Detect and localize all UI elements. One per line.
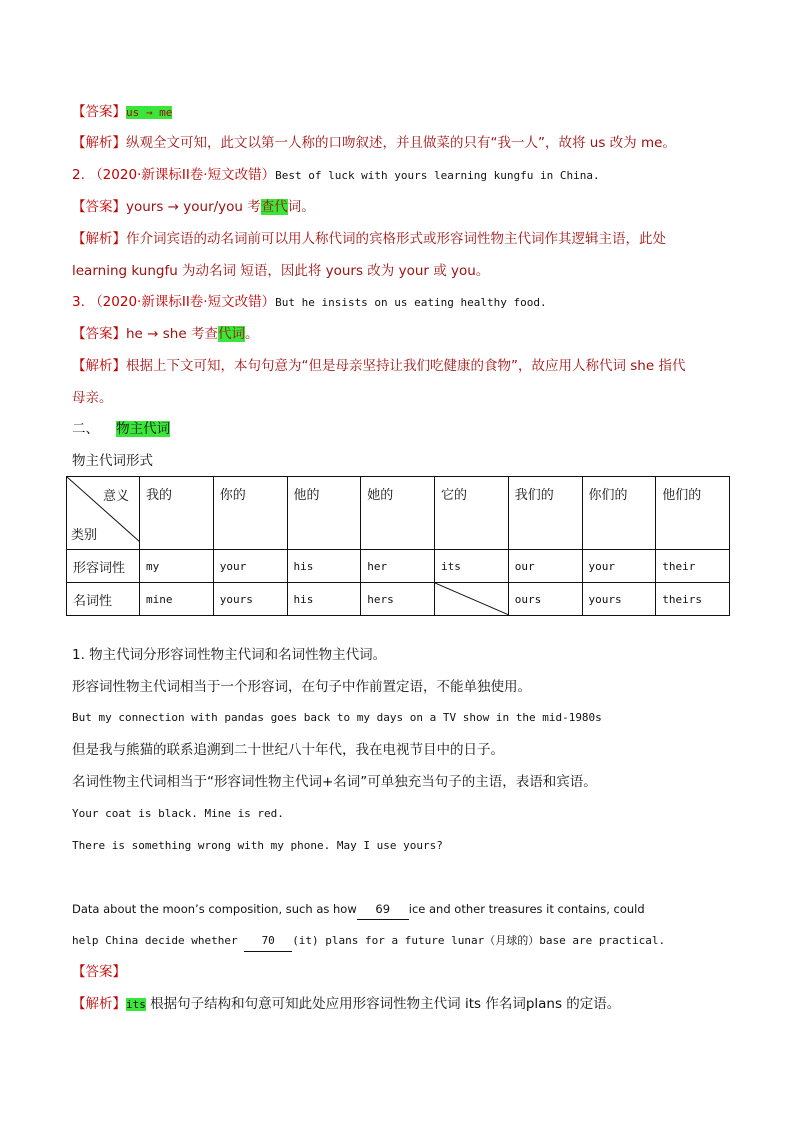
answer-label: 【答案】 xyxy=(72,326,126,342)
analysis-highlight: its xyxy=(126,998,146,1011)
question-sentence: Best of luck with yours learning kungfu in China. xyxy=(275,169,600,182)
exercise-analysis-line xyxy=(72,994,620,1015)
table-cell: yours xyxy=(213,583,287,616)
table-corner-cell xyxy=(67,477,140,550)
table-row xyxy=(67,583,730,616)
table-cell: hers xyxy=(361,583,435,616)
q3-answer-line xyxy=(72,324,258,344)
table-cell: your xyxy=(582,550,656,583)
answer-label: 【答案】 xyxy=(72,104,126,120)
answer-text: yours → your/you 考 xyxy=(126,199,261,215)
answer-highlight: 代词 xyxy=(217,326,245,342)
section-heading xyxy=(72,419,170,439)
table-cell: its xyxy=(435,550,509,583)
analysis-text: 作介词宾语的动名词前可以用人称代词的宾格形式或形容词性物主代词作其逻辑主语，此处 xyxy=(126,231,666,247)
q1-answer-line xyxy=(72,102,172,123)
q3-question-line xyxy=(72,292,547,313)
exercise-text: Data about the moon’s composition, such as how xyxy=(72,902,357,916)
q2-analysis-line xyxy=(72,229,666,249)
q3-analysis-line xyxy=(72,356,685,376)
table-cell: his xyxy=(287,550,361,583)
note-paragraph: 形容词性物主代词相当于一个形容词，在句子中作前置定语，不能单独使用。 xyxy=(72,679,531,695)
table-cell: theirs xyxy=(656,583,730,616)
corner-label-bottom: 类别 xyxy=(71,528,98,543)
table-header-cell: 我们的 xyxy=(508,477,582,550)
answer-text: he → she 考查 xyxy=(126,326,218,342)
table-cell: their xyxy=(656,550,730,583)
corner-label-top: 意义 xyxy=(102,489,129,504)
table-cell-empty xyxy=(435,583,509,616)
table-cell: ours xyxy=(508,583,582,616)
table-header-cell: 它的 xyxy=(435,477,509,550)
exercise-text: help China decide whether xyxy=(72,934,245,947)
diagonal-line xyxy=(435,583,509,615)
table-row xyxy=(67,550,730,583)
q3-analysis-line-2: 母亲。 xyxy=(72,390,113,406)
table-cell: our xyxy=(508,550,582,583)
table-cell: your xyxy=(213,550,287,583)
table-header-cell: 我的 xyxy=(140,477,214,550)
answer-highlight: 查代 xyxy=(260,199,288,215)
q2-question-line xyxy=(72,165,600,186)
analysis-label: 【解析】 xyxy=(72,135,126,151)
blank-70: 70 xyxy=(244,931,292,952)
table-header-cell: 你的 xyxy=(213,477,287,550)
table-caption: 物主代词形式 xyxy=(72,453,153,469)
question-number: 3. xyxy=(72,294,85,310)
example-translation: 但是我与熊猫的联系追溯到二十世纪八十年代，我在电视节目中的日子。 xyxy=(72,742,504,758)
exercise-line-1 xyxy=(72,899,645,920)
analysis-text: 根据句子结构和句意可知此处应用形容词性物主代词 its 作名词plans 的定语。 xyxy=(145,996,621,1012)
exercise-text: (it) plans for a future lunar（月球的）base are practical. xyxy=(292,934,666,947)
analysis-label: 【解析】 xyxy=(72,358,126,374)
table-cell: her xyxy=(361,550,435,583)
note-paragraph: 1. 物主代词分形容词性物主代词和名词性物主代词。 xyxy=(72,647,387,663)
answer-tail: 词。 xyxy=(287,199,315,215)
row-label: 名词性 xyxy=(67,583,140,616)
table-header-cell: 他的 xyxy=(287,477,361,550)
q2-analysis-line-2: learning kungfu 为动名词 短语，因此将 yours 改为 your 或 you。 xyxy=(72,263,490,279)
question-source: （2020·新课标II卷·短文改错） xyxy=(89,294,276,310)
table-cell: his xyxy=(287,583,361,616)
example-sentence: But my connection with pandas goes back to my days on a TV show in the mid-1980s xyxy=(72,711,602,724)
table-cell: yours xyxy=(582,583,656,616)
blank-69: 69 xyxy=(357,899,409,920)
q2-answer-line xyxy=(72,197,315,217)
table-header-cell: 你们的 xyxy=(582,477,656,550)
question-sentence: But he insists on us eating healthy food. xyxy=(275,296,547,309)
answer-label: 【答案】 xyxy=(72,199,126,215)
exercise-text: ice and other treasures it contains, could xyxy=(408,902,645,916)
table-cell: my xyxy=(140,550,214,583)
question-number: 2. xyxy=(72,167,85,183)
table-header-cell: 他们的 xyxy=(656,477,730,550)
section-number: 二、 xyxy=(72,421,99,437)
section-title: 物主代词 xyxy=(116,421,171,437)
exercise-answer-label: 【答案】 xyxy=(72,964,126,980)
answer-text: us → me xyxy=(126,106,173,119)
answer-tail: 。 xyxy=(244,326,259,342)
q1-analysis-line xyxy=(72,133,676,153)
row-label: 形容词性 xyxy=(67,550,140,583)
example-sentence: There is something wrong with my phone. May I use yours? xyxy=(72,839,443,852)
analysis-text: 纵观全文可知，此文以第一人称的口吻叙述，并且做菜的只有“我一人”，故将 us 改为 me。 xyxy=(126,135,676,151)
analysis-label: 【解析】 xyxy=(72,231,126,247)
table-header-cell: 她的 xyxy=(361,477,435,550)
question-source: （2020·新课标II卷·短文改错） xyxy=(89,167,276,183)
table-cell: mine xyxy=(140,583,214,616)
table-header-row xyxy=(67,477,730,550)
analysis-text: 根据上下文可知，本句句意为“但是母亲坚持让我们吃健康的食物”，故应用人称代词 she 指代 xyxy=(126,358,686,374)
analysis-label: 【解析】 xyxy=(72,996,126,1012)
note-paragraph: 名词性物主代词相当于“形容词性物主代词+名词”可单独充当句子的主语，表语和宾语。 xyxy=(72,774,597,790)
possessive-pronoun-table xyxy=(66,476,730,616)
example-sentence: Your coat is black. Mine is red. xyxy=(72,807,284,820)
exercise-line-2 xyxy=(72,931,665,952)
